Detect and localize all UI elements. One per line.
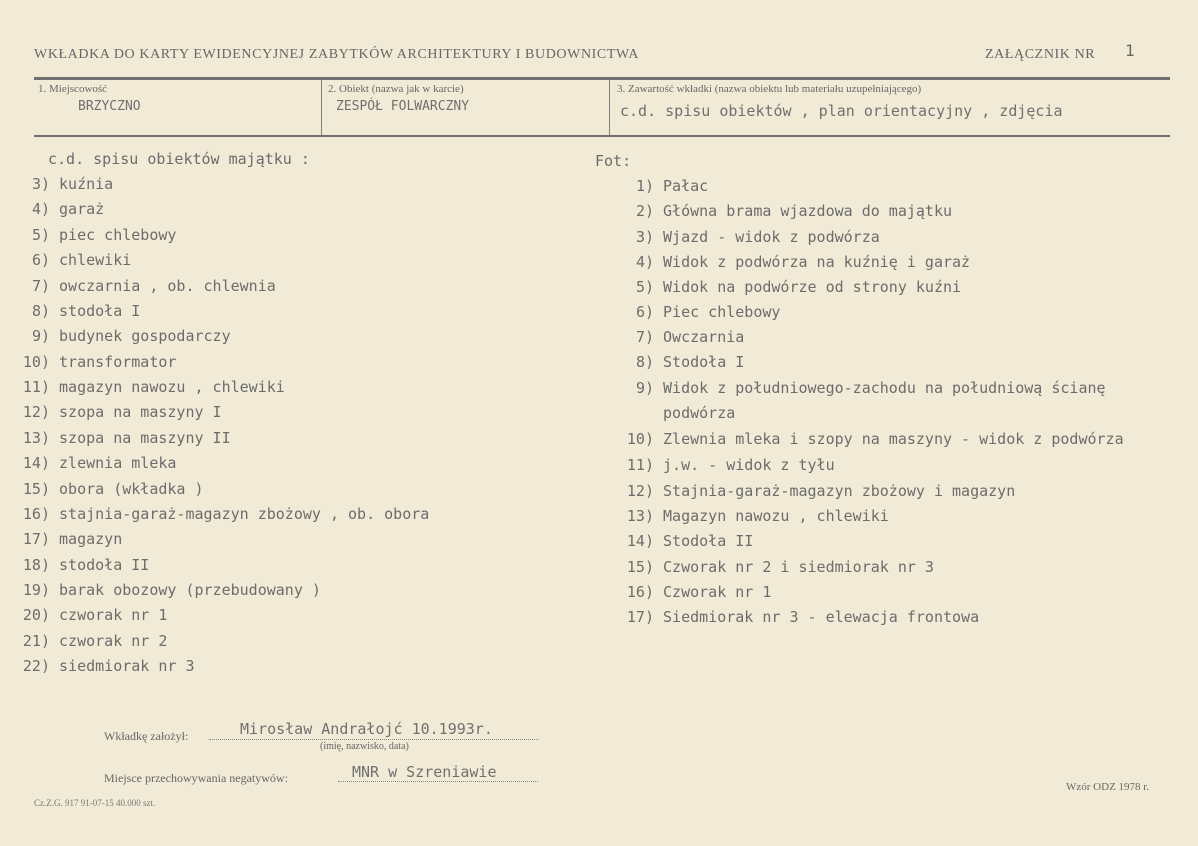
list-item: 5) Widok na podwórze od strony kuźni <box>635 278 962 296</box>
list-item: 12) szopa na maszyny I <box>22 403 222 421</box>
list-item: 19) barak obozowy (przebudowany ) <box>22 581 321 599</box>
form-title: WKŁADKA DO KARTY EWIDENCYJNEJ ZABYTKÓW ARCHITEKTURY I BUDOWNICTWA <box>34 47 639 62</box>
list-item: 17) magazyn <box>22 530 123 548</box>
created-by-value: Mirosław Andrałojć 10.1993r. <box>240 720 493 738</box>
list-item: 20) czworak nr 1 <box>22 606 168 624</box>
field-divider-1 <box>321 80 322 135</box>
created-by-label: Wkładkę założył: <box>104 729 189 743</box>
print-run-note: Cz.Z.G. 917 91-07-15 40.000 szt. <box>34 798 156 808</box>
list-item: 12) Stajnia-garaż-magazyn zbożowy i magazyn <box>626 482 1016 500</box>
place-label: 1. Miejscowość <box>38 83 108 95</box>
negatives-location-label: Miejsce przechowywania negatywów: <box>104 771 288 785</box>
created-by-hint: (imię, nazwisko, data) <box>320 741 409 752</box>
field-divider-2 <box>609 80 610 135</box>
list-item: 8) stodoła I <box>31 302 141 320</box>
annex-label: ZAŁĄCZNIK NR <box>985 47 1096 62</box>
list-item: 7) Owczarnia <box>635 328 745 346</box>
list-item: 13) szopa na maszyny II <box>22 429 231 447</box>
negatives-location-value: MNR w Szreniawie <box>352 763 497 781</box>
photo-list-heading: Fot: <box>595 152 632 170</box>
list-item: 10) Zlewnia mleka i szopy na maszyny - widok z podwórza <box>626 430 1124 448</box>
list-item: 17) Siedmiorak nr 3 - elewacja frontowa <box>626 608 980 626</box>
place-value: BRZYCZNO <box>78 99 141 114</box>
list-item: 3) kuźnia <box>31 175 114 193</box>
list-item: 15) Czworak nr 2 i siedmiorak nr 3 <box>626 558 934 576</box>
list-item: 2) Główna brama wjazdowa do majątku <box>635 202 953 220</box>
contents-value: c.d. spisu obiektów , plan orientacyjny , zdjęcia <box>620 102 1063 120</box>
list-item: 22) siedmiorak nr 3 <box>22 657 195 675</box>
list-item: 11) j.w. - widok z tyłu <box>626 456 835 474</box>
annex-number: 1 <box>1125 41 1135 60</box>
created-by-dotted-line <box>209 739 539 740</box>
contents-label: 3. Zawartość wkładki (nazwa obiektu lub materiału uzupełniającego) <box>617 83 922 95</box>
object-label: 2. Obiekt (nazwa jak w karcie) <box>328 83 464 95</box>
list-item: 10) transformator <box>22 353 177 371</box>
list-item: 3) Wjazd - widok z podwórza <box>635 228 880 246</box>
header-rule-top <box>34 77 1170 80</box>
list-item: 16) Czworak nr 1 <box>626 583 772 601</box>
list-item: 11) magazyn nawozu , chlewiki <box>22 378 285 396</box>
list-item: 21) czworak nr 2 <box>22 632 168 650</box>
list-item: 9) Widok z południowego-zachodu na południową ścianę <box>635 379 1106 397</box>
list-item: 1) Pałac <box>635 177 709 195</box>
list-item: 13) Magazyn nawozu , chlewiki <box>626 507 889 525</box>
list-item: 16) stajnia-garaż-magazyn zbożowy , ob. obora <box>22 505 430 523</box>
list-item: 9) budynek gospodarczy <box>31 327 231 345</box>
list-item: 15) obora (wkładka ) <box>22 480 204 498</box>
list-item: 4) Widok z podwórza na kuźnię i garaż <box>635 253 971 271</box>
object-value: ZESPÓŁ FOLWARCZNY <box>336 99 470 114</box>
form-template-code: Wzór ODZ 1978 r. <box>1066 781 1150 793</box>
object-list-heading: c.d. spisu obiektów majątku : <box>48 150 310 168</box>
list-item: 18) stodoła II <box>22 556 150 574</box>
list-item: podwórza <box>663 404 736 422</box>
list-item: 5) piec chlebowy <box>31 226 177 244</box>
header-rule-bottom <box>34 135 1170 137</box>
list-item: 6) Piec chlebowy <box>635 303 781 321</box>
list-item: 8) Stodoła I <box>635 353 745 371</box>
list-item: 14) zlewnia mleka <box>22 454 177 472</box>
list-item: 7) owczarnia , ob. chlewnia <box>31 277 276 295</box>
list-item: 6) chlewiki <box>31 251 132 269</box>
negatives-location-dotted-line <box>338 781 538 782</box>
list-item: 14) Stodoła II <box>626 532 754 550</box>
list-item: 4) garaż <box>31 200 105 218</box>
